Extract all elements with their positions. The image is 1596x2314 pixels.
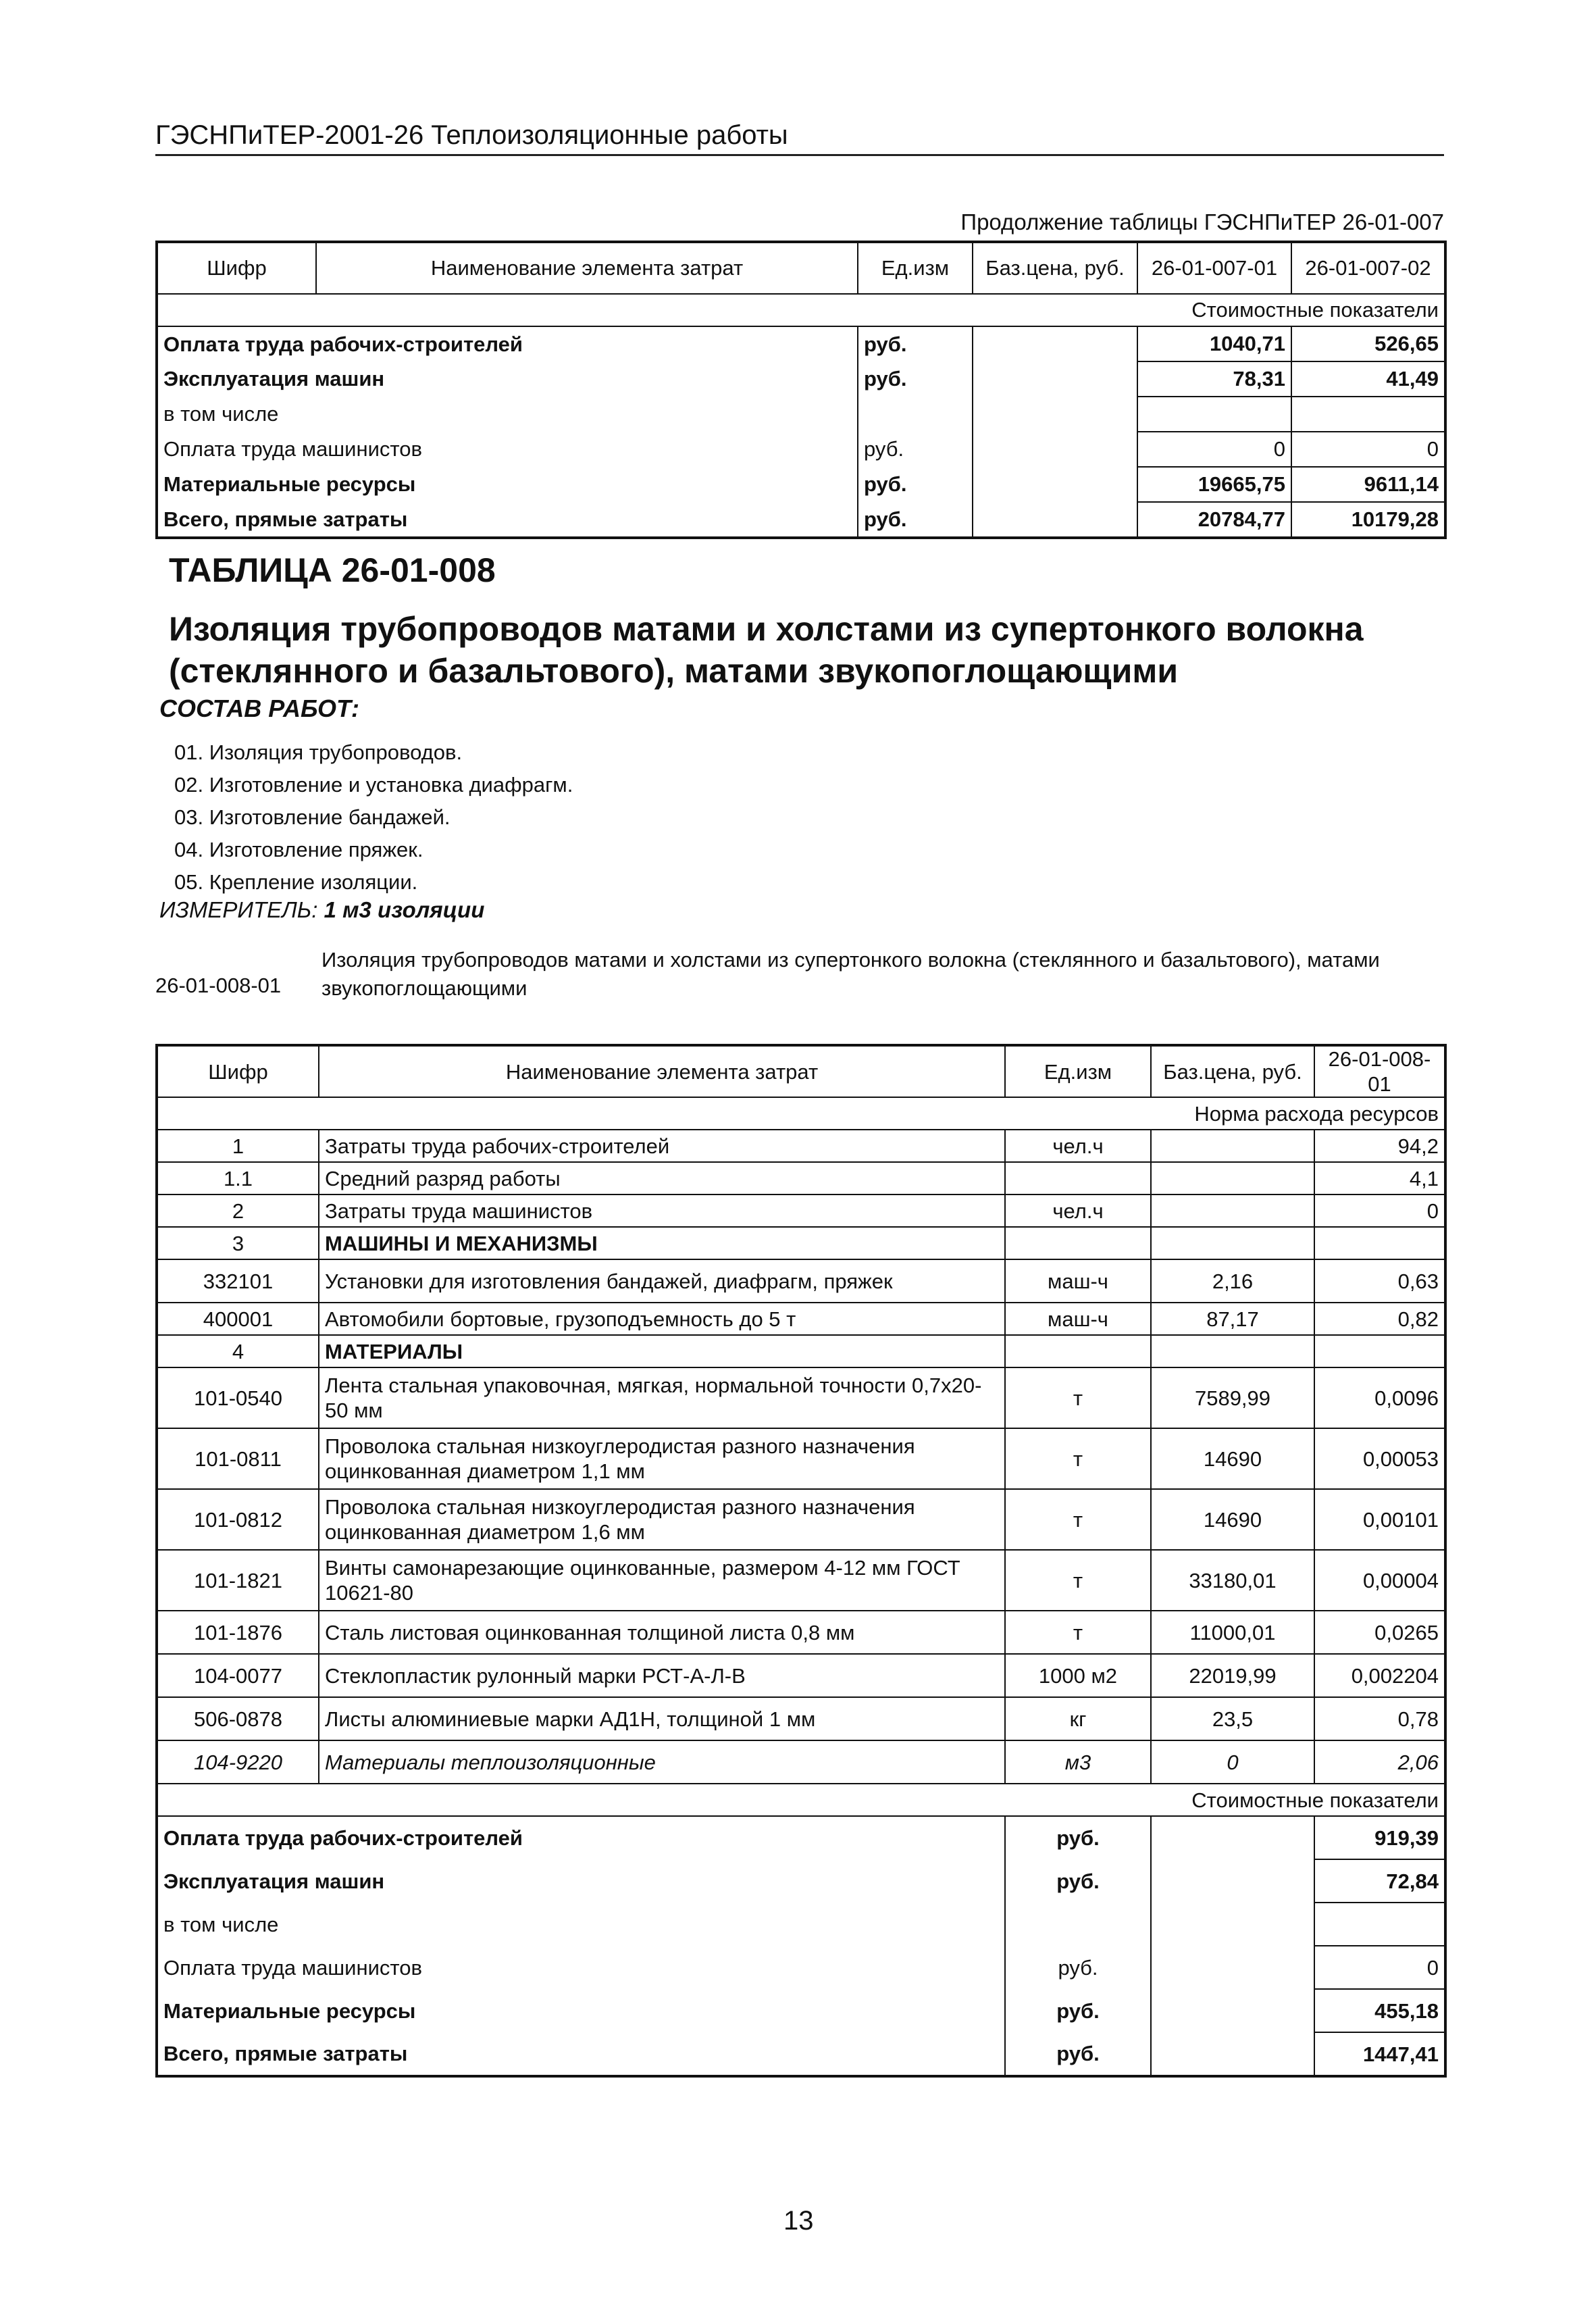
col-header-code: Шифр [157, 1045, 319, 1097]
row-price [1151, 1162, 1314, 1194]
row-value: 0,00101 [1314, 1489, 1445, 1550]
row-value [1314, 1227, 1445, 1259]
table-row [157, 2032, 1445, 2076]
row-price [1151, 1130, 1314, 1162]
total-unit: руб. [1005, 2032, 1151, 2076]
band-row [157, 294, 1445, 326]
row-price: 33180,01 [1151, 1550, 1314, 1611]
col-header-name: Наименование элемента затрат [316, 242, 858, 294]
total-price [1151, 1946, 1314, 1989]
total-unit: руб. [1005, 1946, 1151, 1989]
row-value-1: 1040,71 [1137, 326, 1291, 361]
page-number: 13 [783, 2206, 814, 2236]
table-row [157, 1903, 1445, 1946]
table-row [157, 1989, 1445, 2032]
row-unit: руб. [858, 467, 973, 502]
row-code: 506-0878 [157, 1697, 319, 1740]
row-name: Материалы теплоизоляционные [319, 1740, 1005, 1784]
previous-table [155, 241, 1447, 539]
row-unit [1005, 1227, 1151, 1259]
row-value-2 [1291, 397, 1445, 432]
row-value-1: 20784,77 [1137, 502, 1291, 538]
row-price: 2,16 [1151, 1259, 1314, 1303]
total-value: 1447,41 [1314, 2032, 1445, 2076]
table-row [157, 1162, 1445, 1194]
total-name: Оплата труда рабочих-строителей [157, 1816, 1005, 1859]
total-price [1151, 2032, 1314, 2076]
total-unit [1005, 1903, 1151, 1946]
band-row [157, 1784, 1445, 1816]
row-value-2: 9611,14 [1291, 467, 1445, 502]
table-row [157, 1130, 1445, 1162]
table-row [157, 326, 1445, 361]
row-code: 1 [157, 1130, 319, 1162]
row-name: Эксплуатация машин [157, 361, 858, 397]
row-name: Средний разряд работы [319, 1162, 1005, 1194]
row-unit [1005, 1335, 1151, 1367]
table-row [157, 397, 1445, 432]
total-value: 72,84 [1314, 1859, 1445, 1903]
row-price [973, 467, 1137, 502]
row-name: Материальные ресурсы [157, 467, 858, 502]
row-price [1151, 1194, 1314, 1227]
row-price [973, 502, 1137, 538]
band-row [157, 1097, 1445, 1130]
row-price: 11000,01 [1151, 1611, 1314, 1654]
col-header-unit: Ед.изм [1005, 1045, 1151, 1097]
works-list [174, 736, 573, 899]
row-unit: т [1005, 1367, 1151, 1428]
table-row [157, 1194, 1445, 1227]
measure-line [159, 897, 484, 923]
row-value-1: 78,31 [1137, 361, 1291, 397]
table-row [157, 1697, 1445, 1740]
table-header-row [157, 1045, 1445, 1097]
total-price [1151, 1903, 1314, 1946]
row-name: Сталь листовая оцинкованная толщиной листа 0,8 мм [319, 1611, 1005, 1654]
row-unit [858, 397, 973, 432]
row-code: 104-0077 [157, 1654, 319, 1697]
row-value: 4,1 [1314, 1162, 1445, 1194]
row-name: Лента стальная упаковочная, мягкая, нормальной точности 0,7х20-50 мм [319, 1367, 1005, 1428]
band-norm-label: Норма расхода ресурсов [157, 1097, 1445, 1130]
row-code: 101-0811 [157, 1428, 319, 1489]
row-unit: руб. [858, 502, 973, 538]
row-value: 0,00004 [1314, 1550, 1445, 1611]
section-subtitle: Изоляция трубопроводов матами и холстами из супертонкого волокна (стеклянного и базальтового), матами звукопоглощающими [169, 610, 1364, 690]
table-row [157, 1654, 1445, 1697]
measure-label: ИЗМЕРИТЕЛЬ: [159, 897, 318, 922]
row-price [973, 397, 1137, 432]
row-name: МАШИНЫ И МЕХАНИЗМЫ [319, 1227, 1005, 1259]
row-unit: 1000 м2 [1005, 1654, 1151, 1697]
item-description: Изоляция трубопроводов матами и холстами из супертонкого волокна (стеклянного и базальтового), матами звукопоглощающими [321, 948, 1380, 1000]
row-price [1151, 1335, 1314, 1367]
row-unit: кг [1005, 1697, 1151, 1740]
table-row [157, 1740, 1445, 1784]
row-code: 101-1876 [157, 1611, 319, 1654]
list-item: 05. Крепление изоляции. [174, 870, 418, 894]
row-name: Оплата труда рабочих-строителей [157, 326, 858, 361]
table-row [157, 467, 1445, 502]
table-row [157, 1946, 1445, 1989]
row-unit: руб. [858, 432, 973, 467]
row-price [973, 432, 1137, 467]
row-value-2: 41,49 [1291, 361, 1445, 397]
row-unit: маш-ч [1005, 1259, 1151, 1303]
row-price: 87,17 [1151, 1303, 1314, 1335]
row-name: Затраты труда рабочих-строителей [319, 1130, 1005, 1162]
total-name: в том числе [157, 1903, 1005, 1946]
total-name: Всего, прямые затраты [157, 2032, 1005, 2076]
row-price: 0 [1151, 1740, 1314, 1784]
row-value: 0,0096 [1314, 1367, 1445, 1428]
table-row [157, 1227, 1445, 1259]
row-price: 7589,99 [1151, 1367, 1314, 1428]
document-header-title: ГЭСНПиТЕР-2001-26 Теплоизоляционные работы [155, 120, 788, 150]
table-row [157, 1550, 1445, 1611]
table-row [157, 1367, 1445, 1428]
band-cost-label: Стоимостные показатели [157, 1784, 1445, 1816]
row-name: Стеклопластик рулонный марки РСТ-А-Л-В [319, 1654, 1005, 1697]
table-row [157, 432, 1445, 467]
works-label: СОСТАВ РАБОТ: [159, 695, 359, 722]
col-header-name: Наименование элемента затрат [319, 1045, 1005, 1097]
row-unit: чел.ч [1005, 1130, 1151, 1162]
row-code: 101-0812 [157, 1489, 319, 1550]
row-value: 0 [1314, 1194, 1445, 1227]
row-value: 0,002204 [1314, 1654, 1445, 1697]
total-name: Материальные ресурсы [157, 1989, 1005, 2032]
table-row [157, 1611, 1445, 1654]
table-row [157, 502, 1445, 538]
row-value: 0,00053 [1314, 1428, 1445, 1489]
measure-value: 1 м3 изоляции [324, 897, 485, 922]
row-name: Винты самонарезающие оцинкованные, размером 4-12 мм ГОСТ 10621-80 [319, 1550, 1005, 1611]
table-row [157, 1259, 1445, 1303]
row-code: 4 [157, 1335, 319, 1367]
table-header-row [157, 242, 1445, 294]
row-code: 101-1821 [157, 1550, 319, 1611]
col-header-value: 26-01-008-01 [1314, 1045, 1445, 1097]
total-name: Оплата труда машинистов [157, 1946, 1005, 1989]
col-header-value-1: 26-01-007-01 [1137, 242, 1291, 294]
total-unit: руб. [1005, 1859, 1151, 1903]
table-row [157, 1489, 1445, 1550]
row-unit: т [1005, 1611, 1151, 1654]
total-unit: руб. [1005, 1989, 1151, 2032]
row-name: Затраты труда машинистов [319, 1194, 1005, 1227]
row-price: 23,5 [1151, 1697, 1314, 1740]
list-item: 02. Изготовление и установка диафрагм. [174, 773, 573, 797]
row-value-1 [1137, 397, 1291, 432]
total-name: Эксплуатация машин [157, 1859, 1005, 1903]
row-unit: т [1005, 1489, 1151, 1550]
row-unit: м3 [1005, 1740, 1151, 1784]
col-header-price: Баз.цена, руб. [1151, 1045, 1314, 1097]
table-row [157, 1816, 1445, 1859]
table-row [157, 1428, 1445, 1489]
total-value: 919,39 [1314, 1816, 1445, 1859]
row-price: 14690 [1151, 1428, 1314, 1489]
row-unit: маш-ч [1005, 1303, 1151, 1335]
row-price [973, 361, 1137, 397]
table-row [157, 1859, 1445, 1903]
total-price [1151, 1816, 1314, 1859]
total-value: 455,18 [1314, 1989, 1445, 2032]
col-header-price: Баз.цена, руб. [973, 242, 1137, 294]
main-table [155, 1044, 1447, 2078]
section-title: ТАБЛИЦА 26-01-008 [169, 551, 496, 589]
row-unit: т [1005, 1550, 1151, 1611]
total-price [1151, 1859, 1314, 1903]
list-item: 03. Изготовление бандажей. [174, 805, 451, 829]
row-value-1: 0 [1137, 432, 1291, 467]
row-name: Автомобили бортовые, грузоподъемность до 5 т [319, 1303, 1005, 1335]
row-value: 0,82 [1314, 1303, 1445, 1335]
table-row [157, 1303, 1445, 1335]
row-name: МАТЕРИАЛЫ [319, 1335, 1005, 1367]
row-unit [1005, 1162, 1151, 1194]
row-code: 3 [157, 1227, 319, 1259]
row-name: Проволока стальная низкоуглеродистая разного назначения оцинкованная диаметром 1,1 мм [319, 1428, 1005, 1489]
row-name: Листы алюминиевые марки АД1Н, толщиной 1 мм [319, 1697, 1005, 1740]
row-code: 101-0540 [157, 1367, 319, 1428]
row-value-2: 10179,28 [1291, 502, 1445, 538]
row-unit: руб. [858, 361, 973, 397]
row-code: 1.1 [157, 1162, 319, 1194]
row-price: 14690 [1151, 1489, 1314, 1550]
item-code: 26-01-008-01 [155, 974, 282, 997]
total-unit: руб. [1005, 1816, 1151, 1859]
row-code: 332101 [157, 1259, 319, 1303]
row-value: 0,63 [1314, 1259, 1445, 1303]
row-code: 400001 [157, 1303, 319, 1335]
row-value: 0,0265 [1314, 1611, 1445, 1654]
table-row [157, 361, 1445, 397]
row-value-1: 19665,75 [1137, 467, 1291, 502]
total-value: 0 [1314, 1946, 1445, 1989]
row-price [973, 326, 1137, 361]
row-value-2: 0 [1291, 432, 1445, 467]
row-name: Всего, прямые затраты [157, 502, 858, 538]
row-value: 0,78 [1314, 1697, 1445, 1740]
band-label: Стоимостные показатели [157, 294, 1445, 326]
col-header-unit: Ед.изм [858, 242, 973, 294]
continuation-caption: Продолжение таблицы ГЭСНПиТЕР 26-01-007 [960, 209, 1444, 234]
row-value-2: 526,65 [1291, 326, 1445, 361]
row-unit: т [1005, 1428, 1151, 1489]
row-name: Установки для изготовления бандажей, диафрагм, пряжек [319, 1259, 1005, 1303]
table-row [157, 1335, 1445, 1367]
col-header-code: Шифр [157, 242, 316, 294]
list-item: 04. Изготовление пряжек. [174, 838, 423, 861]
total-value [1314, 1903, 1445, 1946]
row-unit: чел.ч [1005, 1194, 1151, 1227]
list-item: 01. Изоляция трубопроводов. [174, 740, 463, 764]
col-header-value-2: 26-01-007-02 [1291, 242, 1445, 294]
row-unit: руб. [858, 326, 973, 361]
total-price [1151, 1989, 1314, 2032]
row-name: Оплата труда машинистов [157, 432, 858, 467]
header-rule [155, 154, 1444, 156]
row-value [1314, 1335, 1445, 1367]
row-price [1151, 1227, 1314, 1259]
row-name: в том числе [157, 397, 858, 432]
row-code: 2 [157, 1194, 319, 1227]
row-value: 2,06 [1314, 1740, 1445, 1784]
row-name: Проволока стальная низкоуглеродистая разного назначения оцинкованная диаметром 1,6 мм [319, 1489, 1005, 1550]
row-code: 104-9220 [157, 1740, 319, 1784]
row-value: 94,2 [1314, 1130, 1445, 1162]
row-price: 22019,99 [1151, 1654, 1314, 1697]
